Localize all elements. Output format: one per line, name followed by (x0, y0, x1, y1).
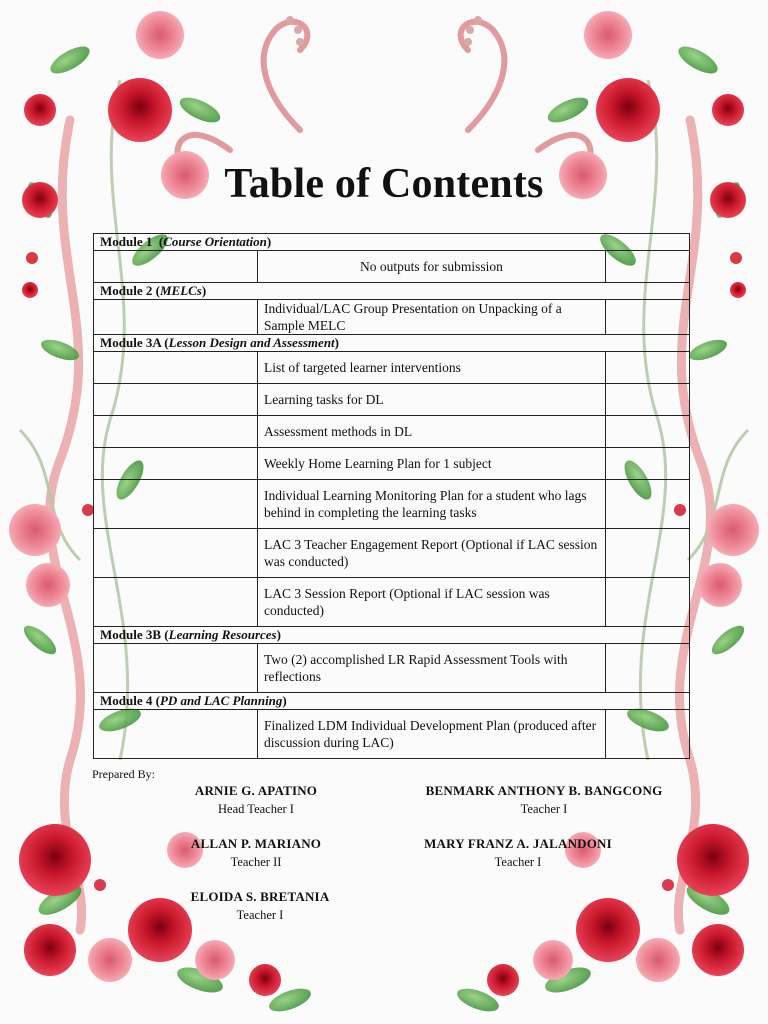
table-row (94, 300, 690, 335)
blank-cell (94, 644, 258, 693)
module-name: MELCs (159, 283, 202, 298)
blank-cell (606, 644, 690, 693)
signatory-role: Teacher I (236, 908, 284, 922)
module-header-row (94, 335, 690, 352)
table-row (94, 384, 690, 416)
signatory-role: Teacher I (520, 802, 568, 816)
output-cell: Finalized LDM Individual Development Plan (produced after discussion during LAC) (258, 710, 606, 759)
blank-cell (606, 384, 690, 416)
blank-cell (606, 578, 690, 627)
module-header: Module 2 (MELCs) (94, 283, 690, 300)
prepared-by-label: Prepared By: (92, 767, 155, 781)
blank-cell (606, 480, 690, 529)
output-cell: Individual/LAC Group Presentation on Unpacking of a Sample MELC (258, 300, 606, 335)
table-row (94, 529, 690, 578)
signatory-name: ARNIE G. APATINO (194, 783, 318, 798)
blank-cell (94, 300, 258, 335)
module-number: Module 3A (100, 335, 162, 350)
blank-cell (94, 448, 258, 480)
blank-cell (94, 416, 258, 448)
blank-cell (94, 251, 258, 283)
table-row (94, 480, 690, 529)
module-name: Lesson Design and Assessment (168, 335, 335, 350)
table-row (94, 644, 690, 693)
blank-cell (606, 251, 690, 283)
module-name: Course Orientation (163, 234, 267, 249)
output-cell: Individual Learning Monitoring Plan for a student who lags behind in completing the learning tasks (258, 480, 606, 529)
module-header: Module 1 (Course Orientation) (94, 234, 690, 251)
signatory-role: Head Teacher I (218, 802, 294, 816)
blank-cell (606, 352, 690, 384)
signatory-role: Teacher II (230, 855, 282, 869)
module-header: Module 4 (PD and LAC Planning) (94, 693, 690, 710)
blank-cell (606, 448, 690, 480)
signatory (156, 836, 356, 870)
blank-cell (606, 529, 690, 578)
output-cell: LAC 3 Session Report (Optional if LAC session was conducted) (258, 578, 606, 627)
signatory-name: BENMARK ANTHONY B. BANGCONG (425, 783, 663, 798)
output-cell: No outputs for submission (258, 251, 606, 283)
blank-cell (606, 300, 690, 335)
blank-cell (94, 352, 258, 384)
module-name: Learning Resources (168, 627, 277, 642)
module-header-row (94, 283, 690, 300)
blank-cell (94, 578, 258, 627)
output-cell: Two (2) accomplished LR Rapid Assessment Tools with reflections (258, 644, 606, 693)
module-header: Module 3B (Learning Resources) (94, 627, 690, 644)
module-header-row (94, 693, 690, 710)
table-row (94, 416, 690, 448)
signatory-name: ELOIDA S. BRETANIA (190, 889, 330, 904)
blank-cell (606, 710, 690, 759)
output-cell: Weekly Home Learning Plan for 1 subject (258, 448, 606, 480)
output-cell: List of targeted learner interventions (258, 352, 606, 384)
blank-cell (94, 529, 258, 578)
module-number: Module 3B (100, 627, 162, 642)
module-number: Module 4 (100, 693, 153, 708)
contents-table (93, 233, 690, 759)
blank-cell (94, 710, 258, 759)
signatory (400, 836, 636, 870)
table-row (94, 578, 690, 627)
table-row (94, 710, 690, 759)
page-title: Table of Contents (224, 161, 544, 207)
signatory-role: Teacher I (494, 855, 542, 869)
module-number: Module 2 (100, 283, 153, 298)
module-name: PD and LAC Planning (159, 693, 283, 708)
blank-cell (606, 416, 690, 448)
module-number: Module 1 (100, 234, 153, 249)
output-cell: LAC 3 Teacher Engagement Report (Optional if LAC session was conducted) (258, 529, 606, 578)
table-row (94, 352, 690, 384)
table-row (94, 251, 690, 283)
output-cell: Learning tasks for DL (258, 384, 606, 416)
signatory (156, 783, 356, 817)
signatory (400, 783, 688, 817)
signatory-name: MARY FRANZ A. JALANDONI (424, 836, 612, 851)
signatory-name: ALLAN P. MARIANO (190, 836, 322, 851)
module-header-row (94, 234, 690, 251)
output-cell: Assessment methods in DL (258, 416, 606, 448)
table-row (94, 448, 690, 480)
blank-cell (94, 384, 258, 416)
module-header-row (94, 627, 690, 644)
module-header: Module 3A (Lesson Design and Assessment) (94, 335, 690, 352)
blank-cell (94, 480, 258, 529)
signatory (156, 889, 364, 923)
